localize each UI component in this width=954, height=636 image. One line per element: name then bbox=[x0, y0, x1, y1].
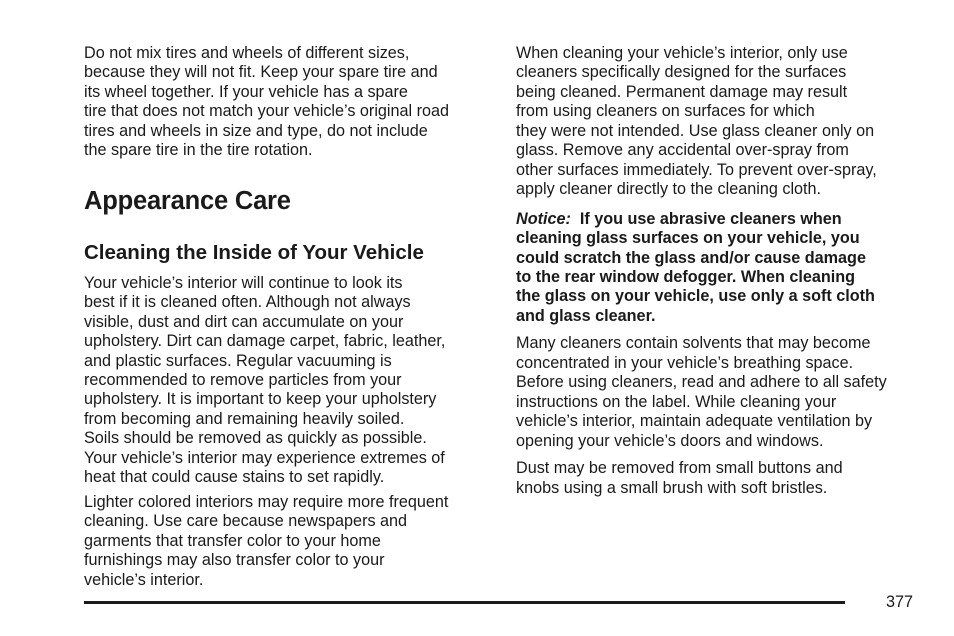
text-line: glass. Remove any accidental over-spray from bbox=[516, 141, 849, 160]
text-line: heat that could cause stains to set rapidly. bbox=[84, 468, 385, 487]
text-line: and glass cleaner. bbox=[516, 306, 656, 325]
text-line: apply cleaner directly to the cleaning cloth. bbox=[516, 180, 822, 199]
notice-first-line bbox=[516, 210, 926, 229]
text-line: from becoming and remaining heavily soiled. bbox=[84, 409, 405, 428]
text-line: to the rear window defogger. When cleaning bbox=[516, 267, 856, 286]
text-line: cleaners specifically designed for the surfaces bbox=[516, 63, 847, 82]
page-number: 377 bbox=[886, 593, 914, 611]
right-column bbox=[516, 44, 926, 503]
text-line: recommended to remove particles from your bbox=[84, 370, 402, 389]
section-heading: Appearance Care bbox=[84, 186, 291, 215]
interior-paragraph bbox=[84, 274, 494, 488]
lighter-interiors-paragraph bbox=[84, 493, 494, 590]
text-line: Before using cleaners, read and adhere to all safety bbox=[516, 373, 887, 392]
text-line: upholstery. Dirt can damage carpet, fabric, leather, bbox=[84, 332, 446, 351]
text-line: and plastic surfaces. Regular vacuuming is bbox=[84, 351, 392, 370]
notice-first-text: If you use abrasive cleaners when bbox=[579, 209, 842, 228]
text-line: furnishings may also transfer color to your bbox=[84, 551, 385, 570]
subsection-heading: Cleaning the Inside of Your Vehicle bbox=[84, 240, 424, 264]
text-line: tires and wheels in size and type, do not include bbox=[84, 121, 428, 140]
left-column bbox=[84, 44, 494, 595]
text-line: instructions on the label. While cleaning your bbox=[516, 392, 837, 411]
text-line: the glass on your vehicle, use only a soft cloth bbox=[516, 287, 875, 306]
text-line: could scratch the glass and/or cause damage bbox=[516, 248, 866, 267]
text-line: from using cleaners on surfaces for which bbox=[516, 102, 815, 121]
solvents-paragraph bbox=[516, 334, 926, 451]
cleaners-paragraph bbox=[516, 44, 926, 200]
text-line: Your vehicle’s interior will continue to look its bbox=[84, 273, 403, 292]
text-line: upholstery. It is important to keep your upholstery bbox=[84, 390, 437, 409]
dust-paragraph bbox=[516, 459, 926, 498]
notice-paragraph bbox=[516, 210, 926, 327]
text-line: opening your vehicle’s doors and windows. bbox=[516, 431, 824, 450]
text-line: being cleaned. Permanent damage may result bbox=[516, 82, 848, 101]
text-line: Dust may be removed from small buttons and bbox=[516, 459, 843, 478]
text-line: Do not mix tires and wheels of different sizes, bbox=[84, 44, 410, 62]
text-line: visible, dust and dirt can accumulate on your bbox=[84, 312, 404, 331]
text-line: Many cleaners contain solvents that may become bbox=[516, 334, 871, 353]
text-line: When cleaning your vehicle’s interior, only use bbox=[516, 44, 848, 62]
text-line: because they will not fit. Keep your spare tire and bbox=[84, 63, 438, 82]
text-line: best if it is cleaned often. Although not always bbox=[84, 293, 411, 312]
text-line: Lighter colored interiors may require more frequent bbox=[84, 492, 449, 511]
notice-label: Notice: bbox=[516, 209, 571, 228]
text-line: cleaning glass surfaces on your vehicle, you bbox=[516, 229, 860, 248]
text-line: tire that does not match your vehicle’s original road bbox=[84, 102, 450, 121]
text-line: they were not intended. Use glass cleaner only on bbox=[516, 121, 875, 140]
text-line: vehicle’s interior. bbox=[84, 570, 204, 589]
text-line: Soils should be removed as quickly as possible. bbox=[84, 429, 427, 448]
text-line: cleaning. Use care because newspapers and bbox=[84, 512, 408, 531]
text-line: garments that transfer color to your home bbox=[84, 531, 381, 550]
text-line: vehicle’s interior, maintain adequate ventilation by bbox=[516, 412, 873, 431]
text-line: other surfaces immediately. To prevent over-spray, bbox=[516, 160, 877, 179]
text-line: concentrated in your vehicle’s breathing space. bbox=[516, 353, 854, 372]
text-line: Your vehicle’s interior may experience extremes of bbox=[84, 448, 445, 467]
text-line: the spare tire in the tire rotation. bbox=[84, 141, 313, 160]
footer-rule bbox=[84, 601, 845, 604]
intro-paragraph bbox=[84, 44, 494, 161]
text-line: its wheel together. If your vehicle has a spare bbox=[84, 82, 408, 101]
text-line: knobs using a small brush with soft bristles. bbox=[516, 478, 828, 497]
